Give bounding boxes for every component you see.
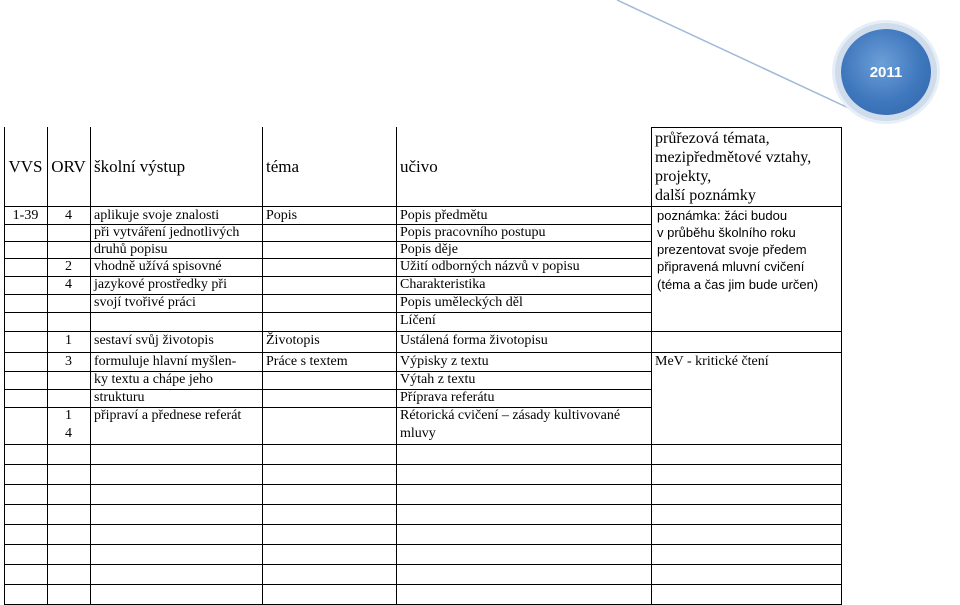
cell-tema: Popis [266,208,298,223]
cell-tema [262,389,396,407]
cell-vvs [4,425,47,443]
table-row [0,224,842,241]
cell-pozn: (téma a čas jim bude určen) [657,277,819,292]
table-row [0,241,842,258]
cell-ucivo: Rétorická cvičení – zásady kultivované [400,408,621,423]
cell-vvs [4,353,47,371]
grid-line [4,484,842,485]
cell-vystup: jazykové prostředky při [94,277,227,292]
grid-line [4,258,396,259]
cell-ucivo: Výtah z textu [400,372,476,387]
cell-orv: 1 [65,333,72,348]
cell-vystup: aplikuje svoje znalosti [94,208,220,223]
grid-line [4,564,842,565]
cell-vystup: při vytváření jednotlivých [94,225,240,240]
grid-line [396,371,651,372]
header-poznamky [651,127,841,206]
grid-line [651,127,842,128]
cell-pozn [651,312,841,332]
cell-pozn [651,294,841,312]
cell-vvs: 1-39 [12,208,39,223]
year-badge: 2011 [841,29,931,115]
cell-pozn [651,332,841,353]
grid-line [262,127,263,605]
table-row [0,407,842,425]
cell-vystup: sestaví svůj životopis [94,333,214,348]
table-row [0,425,842,443]
grid-line [841,127,842,605]
table-row [0,389,842,407]
cell-tema [262,294,396,312]
cell-orv: 1 [65,408,72,423]
cell-vvs [4,241,47,258]
cell-tema [262,258,396,276]
cell-ucivo: Popis děje [400,242,458,257]
grid-line [4,504,842,505]
cell-orv: 3 [65,354,72,369]
cell-vystup: svojí tvořivé práci [94,295,196,310]
cell-pozn: poznámka: žáci budou [657,208,788,223]
cell-vvs [4,294,47,312]
grid-line [90,127,91,605]
grid-line [396,276,651,277]
header-poznamky-line: průřezová témata, [655,130,770,147]
cell-ucivo: Užití odborných názvů v popisu [400,259,580,274]
grid-line [396,294,651,295]
cell-orv [47,312,90,332]
cell-orv: 4 [65,208,72,223]
cell-ucivo: Charakteristika [400,277,486,292]
table-header-row [0,127,842,206]
cell-tema [262,224,396,241]
header-tema: téma [266,156,300,176]
cell-tema [262,276,396,294]
cell-tema [262,407,396,425]
cell-vystup: strukturu [94,390,145,405]
grid-line [4,241,396,242]
table-row [0,353,842,371]
cell-vvs [4,389,47,407]
grid-line [396,389,651,390]
cell-vvs [4,276,47,294]
header-vvs: VVS [8,156,43,176]
cell-orv [47,371,90,389]
grid-line [4,352,842,353]
cell-tema: Životopis [266,333,320,348]
cell-vystup: druhů popisu [94,242,168,257]
cell-pozn [651,371,841,389]
cell-vvs [4,332,47,353]
cell-orv: 4 [65,277,72,292]
cell-vvs [4,258,47,276]
cell-ucivo: Popis pracovního postupu [400,225,546,240]
grid-line [4,331,842,332]
grid-line [47,127,48,605]
cell-orv: 2 [65,259,72,274]
cell-tema [262,312,396,332]
cell-pozn [651,389,841,407]
grid-line [4,544,842,545]
cell-ucivo: Popis předmětu [400,208,488,223]
cell-pozn: v průběhu školního roku [657,225,796,240]
cell-pozn: prezentovat svoje předem [657,242,807,257]
cell-ucivo: mluvy [400,426,436,441]
cell-tema [262,241,396,258]
cell-pozn: připravená mluvní cvičení [657,259,805,274]
grid-line [396,407,651,408]
grid-line [4,294,396,295]
header-poznamky-line: další poznámky [655,187,756,204]
grid-line [4,524,842,525]
cell-vystup [90,425,262,443]
grid-line [651,127,652,605]
grid-line [4,584,842,585]
header-ucivo: učivo [400,156,438,176]
grid-line [4,371,396,372]
grid-line [4,312,396,313]
grid-line [4,389,396,390]
cell-ucivo: Výpisky z textu [400,354,489,369]
cell-pozn [651,407,841,425]
grid-line [4,224,396,225]
cell-pozn [651,425,841,443]
cell-tema [262,371,396,389]
cell-vystup [90,312,262,332]
cell-vvs [4,312,47,332]
table-row [0,258,842,276]
grid-line [4,444,842,445]
cell-ucivo: Příprava referátu [400,390,495,405]
grid-line [4,464,842,465]
cell-vvs [4,224,47,241]
decorative-line [0,0,960,130]
grid-line [396,224,651,225]
cell-pozn: MeV - kritické čtení [655,354,769,369]
grid-line [396,127,397,605]
grid-line [4,206,842,207]
header-poznamky-line: mezipředmětové vztahy, [655,149,812,166]
grid-line [396,312,651,313]
header-poznamky-line: projekty, [655,168,712,185]
grid-line [4,407,396,408]
cell-vystup: formuluje hlavní myšlen- [94,354,237,369]
table-row [0,332,842,353]
cell-orv [47,294,90,312]
grid-line [4,276,396,277]
cell-orv: 4 [65,426,72,441]
header-vystup: školní výstup [94,156,186,176]
table-row [0,276,842,294]
grid-line [396,241,651,242]
grid-line [4,127,5,605]
table-row [0,207,842,224]
table-row [0,371,842,389]
cell-ucivo: Ustálená forma životopisu [400,333,548,348]
table-row [0,294,842,312]
cell-ucivo: Popis uměleckých děl [400,295,523,310]
cell-ucivo: Líčení [400,313,436,328]
cell-vystup: ky textu a chápe jeho [94,372,213,387]
cell-tema [262,425,396,443]
table-row [0,312,842,332]
cell-orv [47,241,90,258]
cell-vvs [4,371,47,389]
cell-vystup: vhodně užívá spisovné [94,259,222,274]
cell-orv [47,224,90,241]
grid-line [396,258,651,259]
cell-orv [47,389,90,407]
cell-vvs [4,407,47,425]
cell-vystup: připraví a přednese referát [94,408,242,423]
cell-tema: Práce s textem [266,354,348,369]
header-orv: ORV [51,156,86,176]
